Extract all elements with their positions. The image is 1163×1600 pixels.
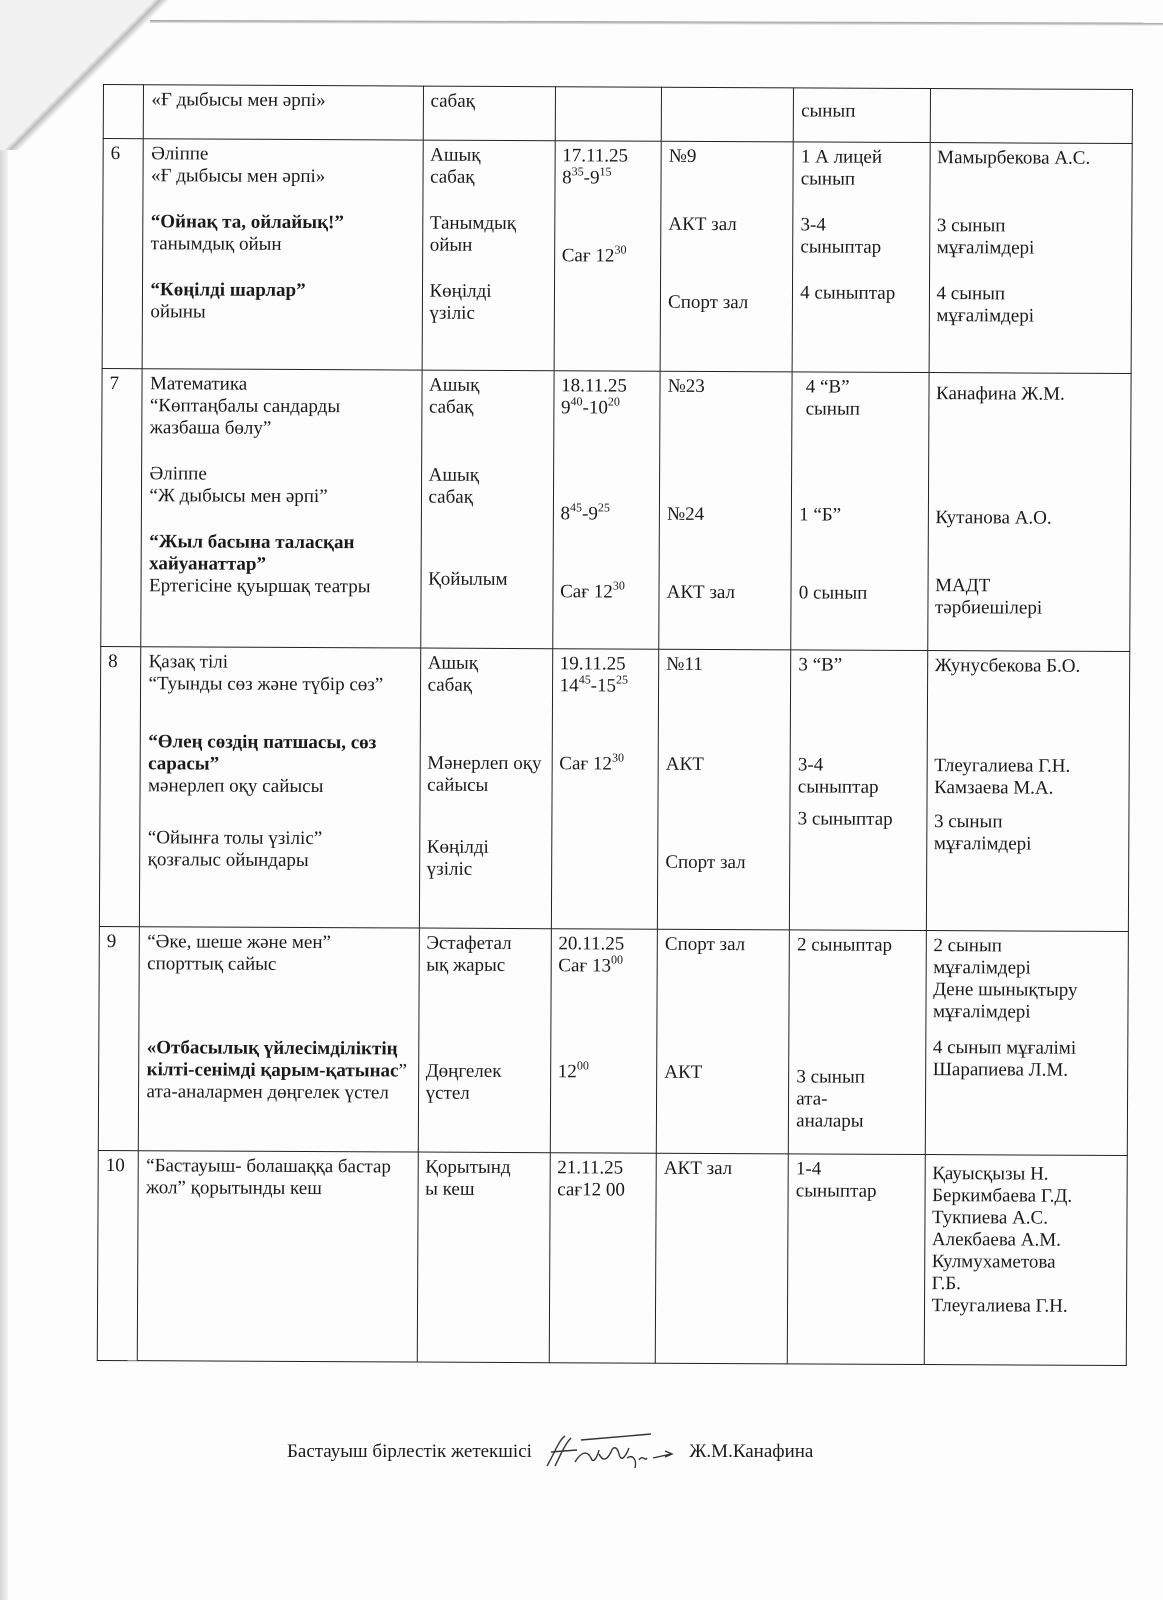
event-subtitle: танымдық ойын <box>150 233 282 255</box>
cell-event <box>140 647 420 928</box>
type-text: Дөңгелек үстел <box>425 1060 502 1104</box>
responsible-text: Шарапиева Л.М. <box>932 1059 1069 1081</box>
place-text: АКТ зал <box>663 1157 733 1180</box>
responsible-text: Қауысқызы Н. <box>932 1163 1049 1185</box>
date-text: 21.11.25 <box>557 1157 624 1179</box>
date-text: 19.11.25 <box>559 653 626 675</box>
event-subtitle: «Ғ дыбысы мен әрпі» <box>150 165 326 188</box>
table-row <box>102 139 1132 374</box>
events-table <box>97 84 1133 1366</box>
type-text: Көңілді үзіліс <box>429 280 492 324</box>
cell-num <box>103 85 144 139</box>
cell-event <box>141 369 421 648</box>
handwritten-signature <box>541 1432 681 1472</box>
cell-event <box>139 927 419 1152</box>
responsible-text: Кутанова А.О. <box>935 507 1052 529</box>
responsible-text: Кулмухаметова Г.Б. <box>931 1251 1056 1295</box>
table-row <box>97 1150 1127 1365</box>
row-number: 9 <box>106 931 117 953</box>
type-text: Ашық сабақ <box>427 652 479 696</box>
cell-resp <box>927 373 1131 652</box>
class-text: 0 сынып <box>798 582 868 604</box>
type-text: Танымдық ойын <box>429 212 517 256</box>
cell-class <box>790 650 928 931</box>
type-text: Қойылым <box>428 568 508 590</box>
responsible-text: МАДТ тәрбиешілері <box>934 575 1043 619</box>
type-text: сабақ <box>430 90 475 112</box>
time-text: Сағ $12^{30}$ <box>559 750 625 775</box>
cell-resp <box>925 931 1129 1156</box>
cell-place <box>661 87 793 142</box>
time-text: $9^{40}-10^{20}$ <box>560 394 620 419</box>
class-text: сынып <box>801 100 856 122</box>
event-subtitle: ойыны <box>150 301 206 323</box>
event-title: “Әке, шеше және мен” <box>147 931 332 954</box>
type-text: Ашық сабақ <box>428 374 480 418</box>
event-subtitle: “Ж дыбысы мен әрпі” <box>149 485 328 508</box>
class-text: 4 сыныптар <box>800 282 896 304</box>
event-title: Әліппе <box>149 463 207 485</box>
place-text: №23 <box>667 375 705 397</box>
event-title: Қазақ тілі <box>148 651 229 673</box>
responsible-text: Камзаева М.А. <box>934 777 1054 799</box>
cell-place <box>659 371 792 650</box>
cell-type <box>422 140 555 371</box>
cell-place <box>660 141 793 372</box>
type-text: Эстафеталық жарыс <box>426 932 512 976</box>
responsible-text: 3 сынып мұғалімдері <box>936 215 1035 259</box>
event-title: “Көңілді шарлар” <box>150 279 306 301</box>
event-subtitle: “Туынды сөз және түбір сөз” <box>148 673 384 696</box>
class-text: 2 сыныптар <box>796 934 893 956</box>
table-row <box>101 368 1131 651</box>
date-text: 17.11.25 <box>562 145 629 167</box>
place-text: АКТ зал <box>666 581 736 604</box>
cell-date <box>549 1153 657 1364</box>
event-title: “Өлең сөздің патшасы, сөз сарасы” <box>148 731 377 775</box>
time-text: $12^{00}$ <box>557 1058 589 1083</box>
responsible-text: Жунусбекова Б.О. <box>934 655 1081 677</box>
event-title: “Ойнақ та, ойлайық!” <box>150 211 344 234</box>
event-title: Математика <box>149 373 248 395</box>
cell-num <box>98 926 140 1150</box>
event-title: Әліппе <box>151 143 209 165</box>
signer-name: Ж.М.Канафина <box>689 1441 814 1462</box>
class-text: 1 “Б” <box>799 504 842 526</box>
place-text: АКТ <box>665 753 704 775</box>
cell-class <box>792 142 929 373</box>
time-text: Сағ $13^{00}$ <box>558 952 624 977</box>
responsible-text: 4 сынып мұғалімі <box>932 1037 1077 1059</box>
cell-event <box>143 139 423 370</box>
cell-resp <box>929 143 1133 374</box>
responsible-text: Тлеугалиева Г.Н. <box>931 1295 1068 1317</box>
event-subtitle: спорттық сайыс <box>147 953 277 975</box>
cell-event <box>138 1151 418 1362</box>
table-row-continuation <box>103 85 1132 144</box>
place-text: Спорт зал <box>668 291 749 314</box>
responsible-text: Мамырбекова А.С. <box>937 147 1091 169</box>
place-text: Спорт зал <box>664 933 746 956</box>
responsible-text: 2 сынып мұғалімдері <box>933 935 1031 979</box>
event-subtitle: мәнерлеп оқу сайысы <box>147 775 324 798</box>
date-text: 20.11.25 <box>558 933 625 955</box>
event-title: «Отбасылық үйлесімділіктің кілті-сенімді қарым-қатынас” ата-аналармен дөңгелек үстел <box>146 1037 407 1104</box>
place-text: АКТ зал <box>668 213 737 236</box>
class-text: 3-4 сыныптар <box>797 754 879 798</box>
type-text: Ашық сабақ <box>428 464 480 508</box>
time-text: $14^{45}-15^{25}$ <box>559 672 629 697</box>
event-title: “Жыл басына таласқан хайуанаттар” <box>149 531 355 575</box>
cell-type <box>423 86 555 141</box>
cell-num <box>97 1150 138 1360</box>
responsible-text: Канафина Ж.М. <box>936 383 1065 405</box>
time-text: сағ12 00 <box>557 1179 625 1201</box>
cell-class <box>788 930 925 1155</box>
responsible-text: Тукпиева А.С. <box>931 1207 1049 1229</box>
cell-type <box>420 370 553 649</box>
cell-date <box>552 371 660 650</box>
table-row <box>99 646 1129 931</box>
place-text: АКТ <box>664 1061 703 1083</box>
class-text: 4 “В” сынып <box>805 376 861 420</box>
event-text: «Ғ дыбысы мен әрпі» <box>151 89 326 112</box>
cell-place <box>655 1153 788 1364</box>
cell-resp <box>924 1155 1127 1366</box>
cell-date <box>554 141 662 372</box>
cell-num <box>101 368 143 646</box>
cell-event <box>144 85 423 140</box>
place-text: Спорт зал <box>665 851 746 874</box>
class-text: 1 А лицей сынып <box>800 146 883 190</box>
row-number: 10 <box>105 1155 125 1177</box>
signature-block <box>287 1432 927 1472</box>
time-text: $8^{35}-9^{15}$ <box>562 164 612 189</box>
type-text: Көңілді үзіліс <box>426 836 489 880</box>
cell-class <box>791 372 929 651</box>
scan-edge <box>0 0 8 1600</box>
type-text: Қорытынды кеш <box>425 1156 511 1200</box>
cell-resp <box>926 651 1130 932</box>
cell-place <box>658 649 791 930</box>
responsible-text: Беркимбаева Г.Д. <box>932 1185 1073 1207</box>
event-subtitle: “Көптаңбалы сандарды жазбаша бөлу” <box>149 395 341 439</box>
cell-resp <box>930 89 1133 144</box>
responsible-text: Дене шынықтыру мұғалімдері <box>932 979 1078 1023</box>
place-text: №11 <box>666 653 703 675</box>
cell-num <box>99 646 141 926</box>
cell-type <box>419 648 552 929</box>
type-text: Мәнерлеп оқу сайысы <box>427 752 542 796</box>
event-title: “Ойынға толы үзіліс” <box>147 827 323 850</box>
row-number: 7 <box>109 373 120 395</box>
class-text: 3 “В” <box>798 654 843 676</box>
responsible-text: 4 сынып мұғалімдері <box>936 283 1035 327</box>
row-number: 8 <box>108 651 118 673</box>
signer-position: Бастауыш бірлестік жетекшісі <box>287 1441 532 1462</box>
time-text: $8^{45}-9^{25}$ <box>560 500 610 525</box>
cell-class <box>793 88 930 143</box>
type-text: Ашық сабақ <box>430 144 481 188</box>
event-title: “Бастауыш- болашаққа бастар жол” қорытынды кеш <box>146 1155 391 1200</box>
cell-date <box>551 649 659 930</box>
cell-class <box>787 1154 924 1365</box>
event-subtitle: қозғалыс ойындары <box>147 849 309 872</box>
class-text: 1-4 сыныптар <box>795 1158 877 1202</box>
responsible-text: 3 сынып мұғалімдері <box>933 811 1032 855</box>
class-text: 3 сыныптар <box>797 808 893 830</box>
responsible-text: Алекбаева А.М. <box>931 1229 1061 1251</box>
cell-type <box>418 928 551 1153</box>
class-text: 3 сынып ата-аналары <box>796 1066 865 1132</box>
time-text: Сағ $12^{30}$ <box>560 578 625 603</box>
class-text: 3-4 сыныптар <box>800 214 882 258</box>
place-text: №9 <box>668 145 697 167</box>
cell-type <box>417 1152 550 1363</box>
row-number: 6 <box>110 143 121 165</box>
cell-num <box>102 139 144 369</box>
table-row <box>98 926 1128 1155</box>
time-text: Сағ $12^{30}$ <box>561 242 627 267</box>
cell-date <box>550 929 658 1154</box>
cell-date <box>555 87 662 142</box>
date-text: 18.11.25 <box>561 375 628 397</box>
cell-place <box>656 929 789 1154</box>
responsible-text: Тлеугалиева Г.Н. <box>934 755 1071 777</box>
event-subtitle: Ертегісіне қуыршақ театры <box>148 575 371 598</box>
place-text: №24 <box>666 503 705 525</box>
